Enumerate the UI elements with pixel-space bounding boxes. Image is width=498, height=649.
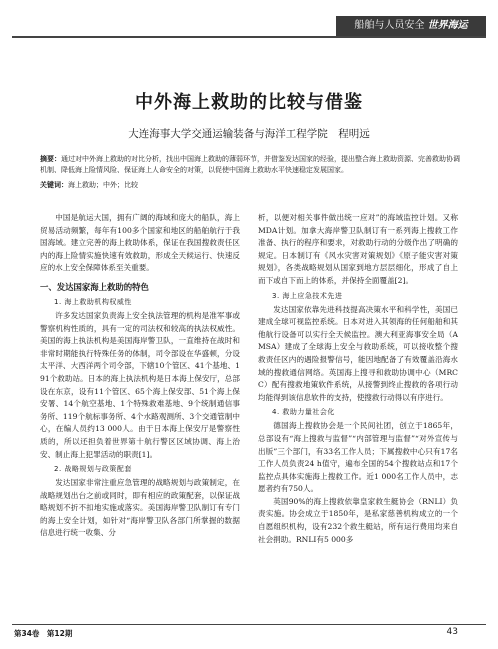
subsection-heading: 3. 海上应急技术先进 <box>272 291 343 300</box>
header-banner <box>336 16 486 36</box>
body-paragraph: 发达国家非常注重应急管理的战略规划与政策制定，在战略规划出台之前或同时，即有相应的政策配套，以保证战略规划不折不扣地实施或落实。美国海岸警卫队制订有专门的海上安全计划，如针对“海岸警卫队各部门所掌握的数据信息进行统一收集、分 <box>40 478 240 538</box>
journal-name: 世界海运 <box>427 20 468 31</box>
body-paragraph: 英国90%的海上搜救依靠皇家救生艇协会（RNLI）负责实施。协会成立于1850年，是私家慈善机构成立的一个自愿组织机构，设有232个救生艇站，所有运行费用均来自社会捐助。RNLI有5 000多 <box>258 496 458 544</box>
article-authors: 大连海事大学交通运输装备与海洋工程学院 程明远 <box>128 128 370 140</box>
subsection-heading: 4. 救助力量社会化 <box>272 408 335 417</box>
intro-paragraph: 中国是航运大国，拥有广阔的海域和庞大的船队，海上贸易活动频繁，每年有100多个国家和地区的船舶航行于我国海域。建立完善的海上救助体系，保证在我国搜救责任区内的海上险情实施快速有效救助，形成全天候运行、快速反应的水上安全保障体系至关重要。 <box>40 213 240 273</box>
keywords-text: 海上救助；中外；比较 <box>68 181 138 189</box>
footer-rule <box>12 624 486 625</box>
article-title: 中外海上救助的比较与借鉴 <box>135 92 363 113</box>
section-heading: 一、发达国家海上救助的特色 <box>40 281 149 292</box>
right-column <box>258 212 458 546</box>
left-column <box>40 212 240 540</box>
abstract <box>40 154 460 176</box>
body-paragraph: 德国海上搜救协会是一个民间社团，创立于1865年，总部设有“海上搜救与监督”“内部管理与监督”“对外宣传与出版”三个部门，有33名工作人员；下属搜救中心只有17名工作人员负责24 h值守，遍布全国的54个搜救站点和17个监控点具体实施海上搜救工作。近1 000名工作人员中，志愿者约有750人。 <box>258 421 458 494</box>
header-section-label: 船舶与人员安全 <box>354 20 425 31</box>
abstract-label: 摘要： <box>40 155 61 163</box>
keywords <box>40 180 460 191</box>
subsection-heading: 2. 战略规划与政策配套 <box>54 465 132 474</box>
header-rule <box>12 36 486 38</box>
page-number: 43 <box>446 627 458 637</box>
issue-label: 第34卷 第12期 <box>14 629 73 638</box>
body-paragraph: 发达国家依靠先进科技提高决策水平和科学性，美国已建成全球可视监控系统。日本对进入其领海的任何船舶和其他航行设备可以实行全天候监控。澳大利亚海事安全局（AMSA）建成了全球海上安全与救助系统，可以接收整个搜救责任区内的遇险报警信号，能因地配备了有效覆盖沿海水域的搜救通信网络。英国海上搜寻和救助协调中心（MRCC）配有搜救地策软件系统，从接警到终止搜救的各项行动均能得到该信息软件的支持，使搜救行动得以有序进行。 <box>258 304 458 402</box>
abstract-text: 通过对中外海上救助的对比分析，找出中国海上救助的薄弱环节，并借鉴发达国家的经验，提出整合海上救助资源、完善救助协调机制、降低海上险情风险、保证海上人命安全的对策，以促使中国海上救助水平快速稳定发展国家。 <box>40 155 460 174</box>
keywords-label: 关键词： <box>40 181 68 189</box>
body-paragraph: 析，以便对相关事件做出统一应对”的海域监控计划。又称MDA计划。加拿大海岸警卫队制订有一系列海上搜救工作准备、执行的程序和要求，对救助行动的分级作出了明确的规定。日本制订有《风水灾害对策规划》《原子能灾害对策规划》，各类战略规划从国家到地方层层细化，形成了自上而下或自下而上的体系，并保持全面覆盖[2]。 <box>258 213 458 285</box>
body-paragraph: 许多发达国家负责海上安全执法管理的机构是准军事或警察机构性质的，具有一定的司法权和较高的执法权威性。美国的海上执法机构是美国海岸警卫队，一直维持在战时和非常时期能执行特殊任务的体制，司令部设在华盛顿，分设太平洋、大西洋两个司令部，下辖10个管区、41个基地、191个救助站。日本的海上执法机构是日本海上保安厅，总部设在东京，设有11个管区、65个海上保安部、51个海上保安署、14个航空基地、1个特殊救难基地、9个统制通信事务所、119个航标事务所、4个水路观测所、3个交通管制中心，在编人员约13 000人。由于日本海上保安厅是警察性质的，所以还担负着世界第十航行警区区域协调、海上治安、制止海上犯罪活动的职责[1]。 <box>40 310 240 459</box>
subsection-heading: 1. 海上救助机构权威性 <box>54 297 132 306</box>
